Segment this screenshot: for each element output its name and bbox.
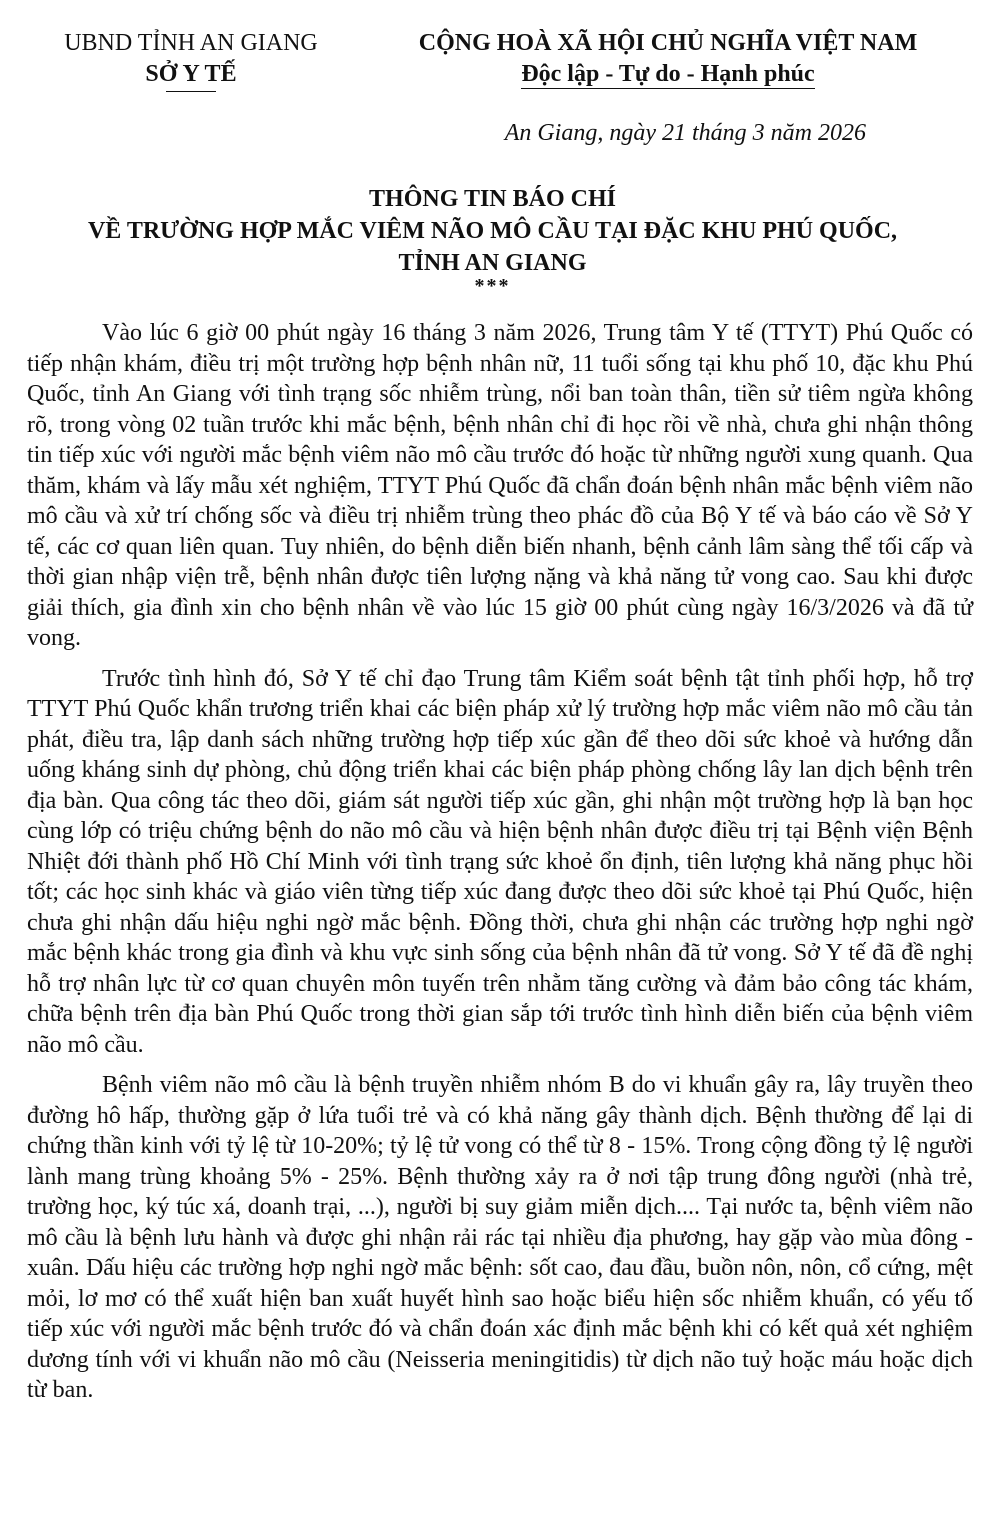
nation-name: CỘNG HOÀ XÃ HỘI CHỦ NGHĨA VIỆT NAM bbox=[418, 30, 918, 56]
body-paragraph-3: Bệnh viêm não mô cầu là bệnh truyền nhiễm nhóm B do vi khuẩn gây ra, lây truyền theo đường hô hấp, thường gặp ở lứa tuổi trẻ và có khả năng gây thành dịch. Bệnh thường để lại di chứng thần kinh với tỷ lệ từ 10-20%; tỷ lệ tử vong có thể từ 8 - 15%. Trong cộng đồng tỷ lệ người lành mang trùng khoảng 5% - 25%. Bệnh thường xảy ra ở nơi tập trung đông người (nhà trẻ, trường học, ký túc xá, doanh trại, ...), người bị suy giảm miễn dịch.... Tại nước ta, bệnh viêm não mô cầu là bệnh lưu hành và được ghi nhận rải rác tại nhiều địa phương, hay gặp vào mùa đông - xuân. Dấu hiệu các trường hợp nghi ngờ mắc bệnh: sốt cao, đau đầu, buồn nôn, nôn, cổ cứng, mệt mỏi, lơ mơ có thể xuất hiện ban xuất huyết hình sao hoặc biểu hiện sốc nhiễm khuẩn, có yếu tố tiếp xúc với người mắc bệnh trước đó và chẩn đoán xác định mắc bệnh khi có kết quả xét nghiệm dương tính với vi khuẩn não mô cầu (Neisseria meningitidis) từ dịch não tuỷ hoặc máu hoặc dịch từ ban. bbox=[27, 1072, 973, 1403]
issuer-block bbox=[26, 28, 356, 92]
body-paragraph-1: Vào lúc 6 giờ 00 phút ngày 16 tháng 3 năm 2026, Trung tâm Y tế (TTYT) Phú Quốc có tiếp nhận khám, điều trị một trường hợp bệnh nhân nữ, 11 tuổi sống tại khu phố 10, đặc khu Phú Quốc, tỉnh An Giang với tình trạng sốc nhiễm trùng, nổi ban toàn thân, tiền sử tiêm ngừa không rõ, trong vòng 02 tuần trước khi mắc bệnh, bệnh nhân chỉ đi học rồi về nhà, chưa ghi nhận thông tin tiếp xúc với người mắc bệnh viêm não mô cầu trước đó hoặc từ những người xung quanh. Qua thăm, khám và lấy mẫu xét nghiệm, TTYT Phú Quốc đã chẩn đoán bệnh nhân mắc bệnh viêm não mô cầu và xử trí chống sốc và điều trị nhiễm trùng theo phác đồ của Bộ Y tế và báo cáo về Sở Y tế, các cơ quan liên quan. Tuy nhiên, do bệnh diễn biến nhanh, bệnh cảnh lâm sàng thể tối cấp và thời gian nhập viện trễ, bệnh nhân được tiên lượng nặng và khả năng tử vong cao. Sau khi được giải thích, gia đình xin cho bệnh nhân về vào lúc 15 giờ 00 phút cùng ngày 16/3/2026 và đã tử vong. bbox=[27, 320, 973, 651]
title-line-1: THÔNG TIN BÁO CHÍ bbox=[369, 186, 616, 212]
issuer-org: UBND TỈNH AN GIANG bbox=[64, 30, 318, 56]
date-line: An Giang, ngày 21 tháng 3 năm 2026 bbox=[504, 120, 866, 146]
issuer-underline bbox=[166, 91, 216, 92]
document-body bbox=[27, 318, 973, 1416]
document-title bbox=[20, 183, 965, 297]
body-paragraph-2: Trước tình hình đó, Sở Y tế chỉ đạo Trung tâm Kiểm soát bệnh tật tỉnh phối hợp, hỗ trợ TTYT Phú Quốc khẩn trương triển khai các biện pháp xử lý trường hợp mắc viêm não mô cầu tản phát, điều tra, lập danh sách những trường hợp tiếp xúc gần để theo dõi sức khoẻ và hướng dẫn uống kháng sinh dự phòng, chủ động triển khai các biện pháp phòng chống lây lan dịch bệnh trên địa bàn. Qua công tác theo dõi, giám sát người tiếp xúc gần, ghi nhận một trường hợp là bạn học cùng lớp có triệu chứng bệnh do não mô cầu và hiện bệnh nhân được điều trị tại Bệnh viện Bệnh Nhiệt đới thành phố Hồ Chí Minh với tình trạng sức khoẻ ổn định, tiên lượng khả năng phục hồi tốt; các học sinh khác và giáo viên từng tiếp xúc đang được theo dõi sức khoẻ tại Phú Quốc, hiện chưa ghi nhận dấu hiệu nghi ngờ mắc bệnh. Đồng thời, chưa ghi nhận các trường hợp nghi ngờ mắc bệnh khác trong gia đình và khu vực sinh sống của bệnh nhân đã tử vong. Sở Y tế đã đề nghị hỗ trợ nhân lực từ cơ quan chuyên môn tuyến trên nhằm tăng cường và đảm bảo công tác khám, chữa bệnh trên địa bàn Phú Quốc trong thời gian sắp tới trước tình hình diễn biến của bệnh viêm não mô cầu. bbox=[27, 665, 973, 1058]
motto-text: Độc lập - Tự do - Hạnh phúc bbox=[521, 61, 815, 87]
title-separator: *** bbox=[474, 275, 511, 297]
title-line-2: VỀ TRƯỜNG HỢP MẮC VIÊM NÃO MÔ CẦU TẠI ĐẶC KHU PHÚ QUỐC, bbox=[87, 218, 898, 244]
national-motto bbox=[374, 59, 962, 90]
issuer-dept: SỞ Y TẾ bbox=[145, 61, 237, 87]
national-header bbox=[374, 28, 962, 90]
title-line-3: TỈNH AN GIANG bbox=[398, 250, 587, 276]
